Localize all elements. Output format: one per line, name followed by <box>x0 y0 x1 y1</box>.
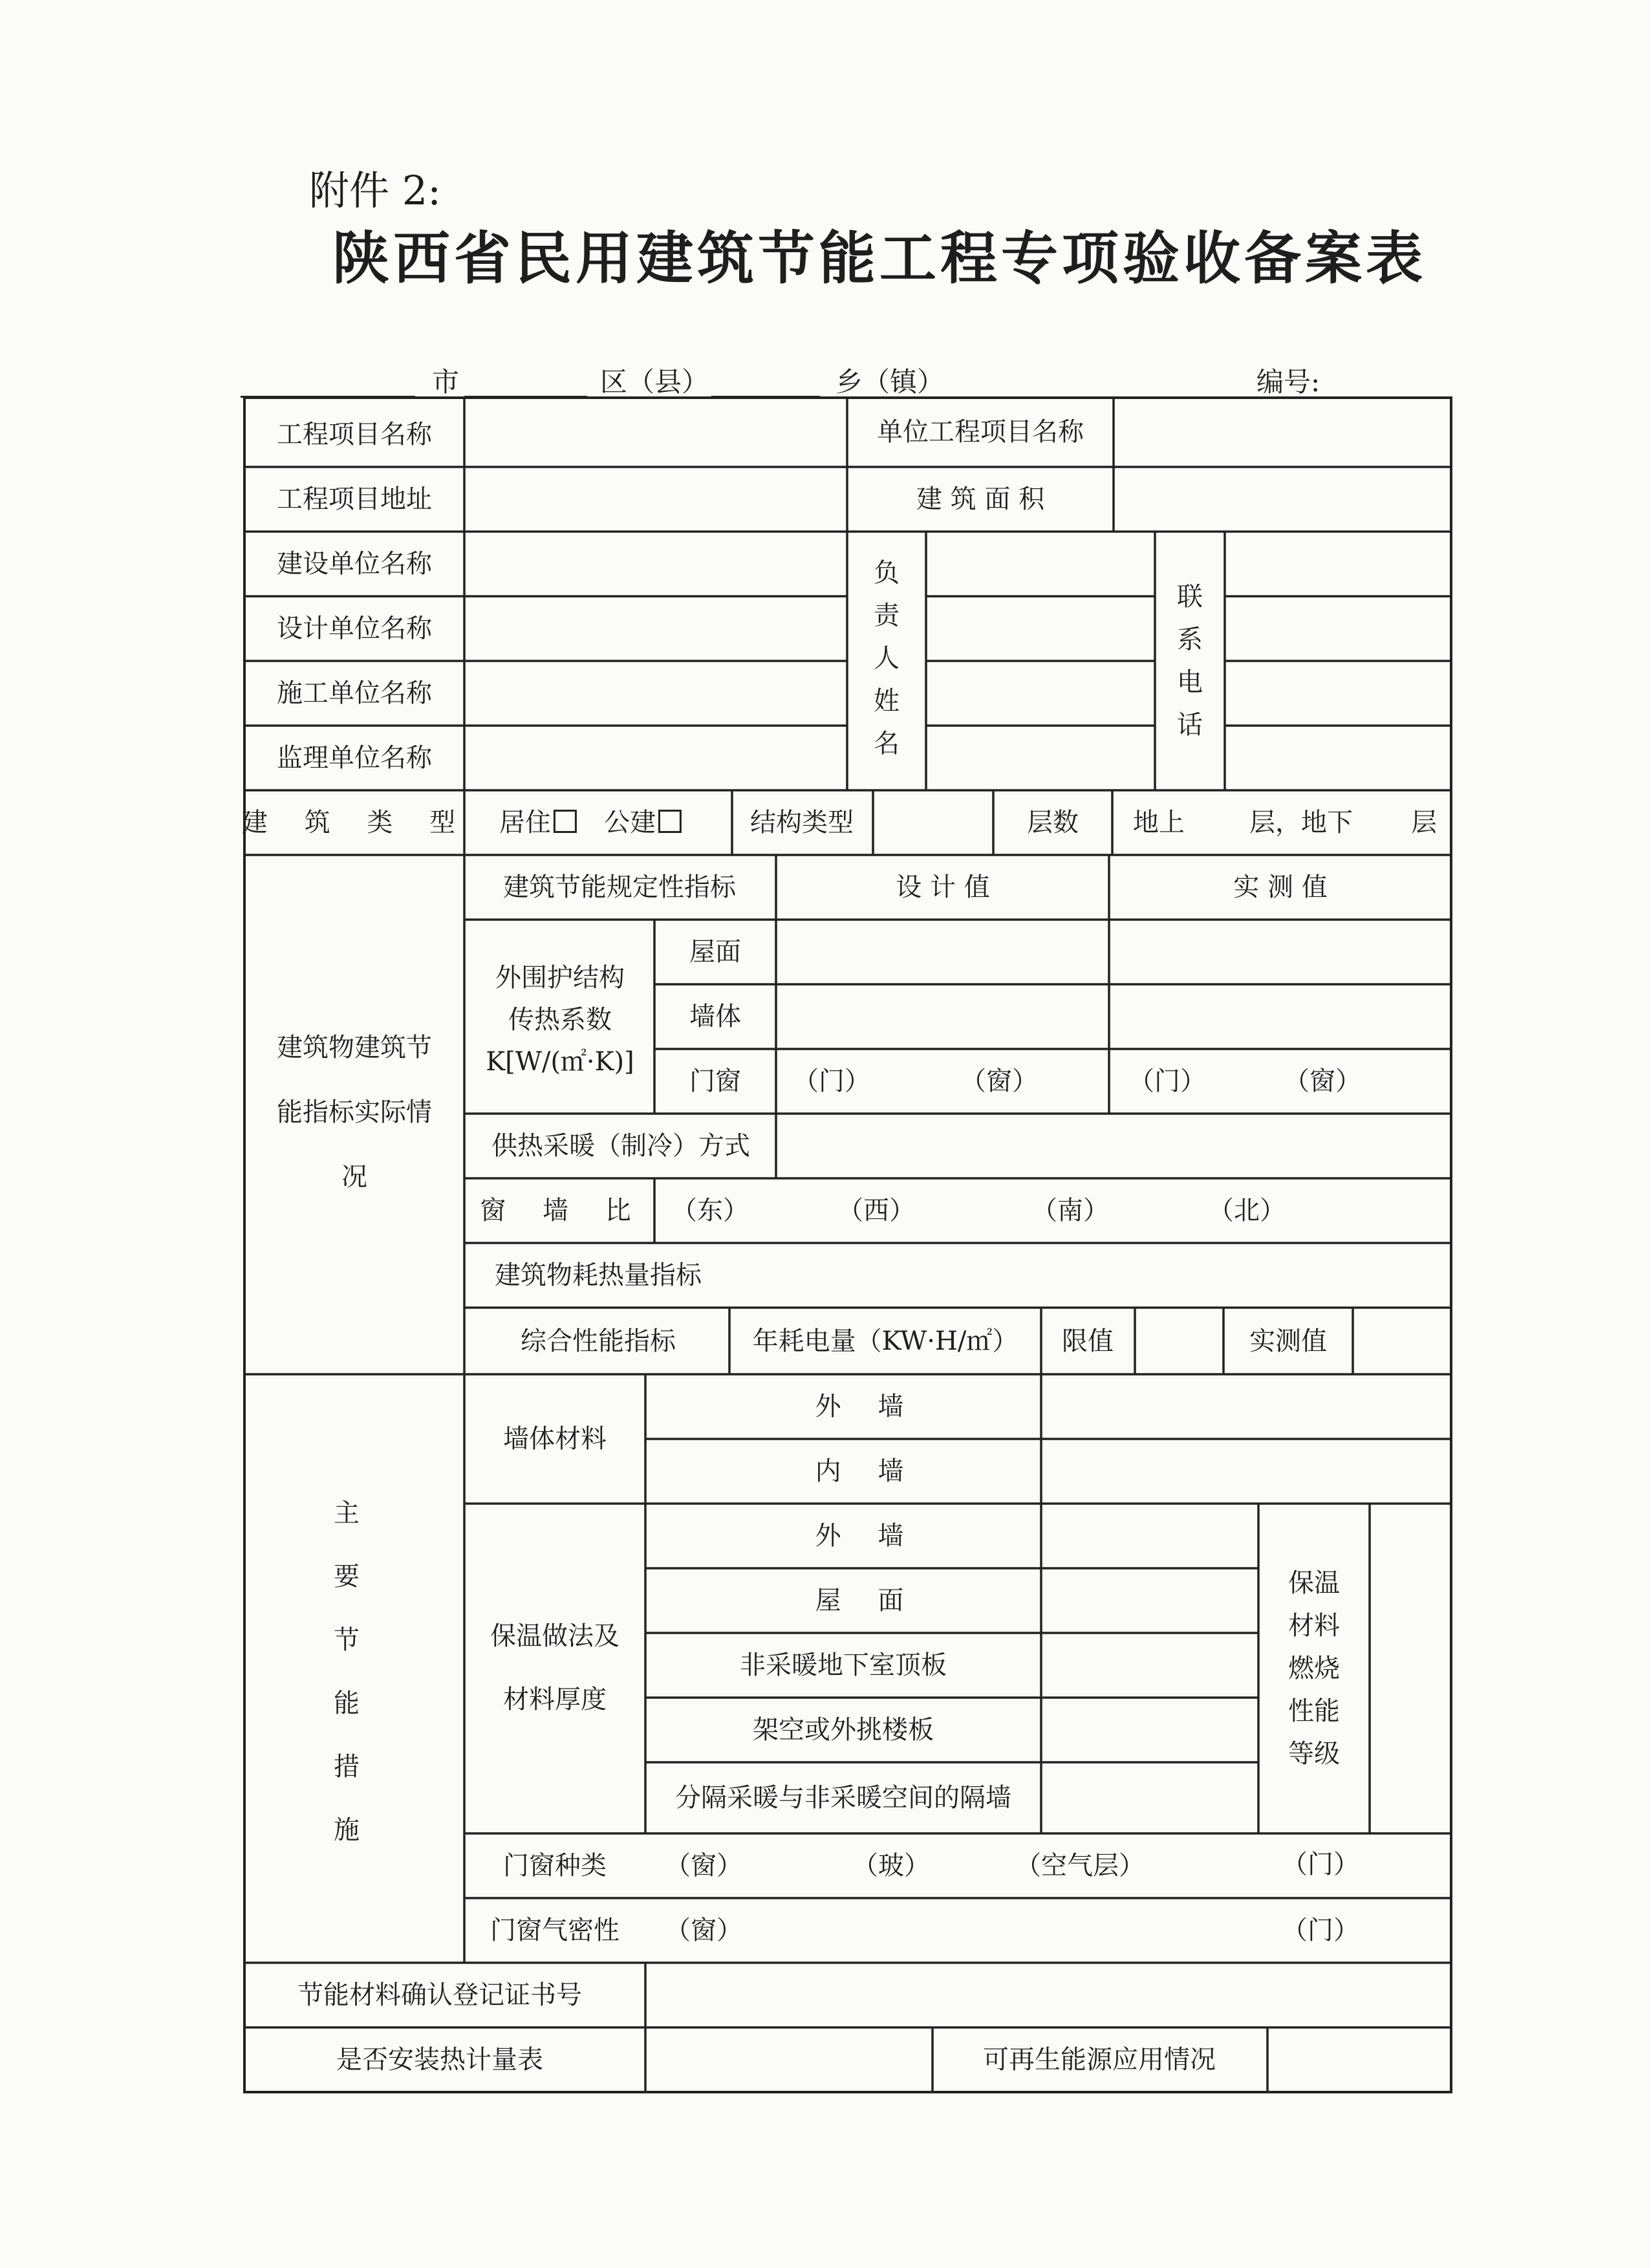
floor-area-label: 建 筑 面 积 <box>916 484 1045 514</box>
insulation-outer-wall-label: 外 墙 <box>815 1521 918 1551</box>
constructor-label: 施工单位名称 <box>277 678 432 708</box>
measures-section-label: 主要节能措施 <box>334 1498 360 1845</box>
performance-label: 综合性能指标 <box>521 1326 676 1356</box>
west-label: （西） <box>837 1196 915 1226</box>
type-window-label: （窗） <box>665 1851 742 1881</box>
airtightness-label: 门窗气密性 <box>490 1916 620 1945</box>
heating-method-label: 供热采暖（制冷）方式 <box>491 1131 750 1161</box>
east-label: （东） <box>671 1196 749 1226</box>
partition-wall-label: 分隔采暖与非采暖空间的隔墙 <box>675 1783 1011 1813</box>
type-door-label: （门） <box>1282 1850 1359 1879</box>
floor-unit-label-2: 层 <box>1411 808 1437 837</box>
design-window-label: （窗） <box>960 1066 1038 1096</box>
attachment-label: 附件 2: <box>309 167 442 214</box>
material-cert-no-label: 节能材料确认登记证书号 <box>297 1980 582 2010</box>
residential-checkbox[interactable] <box>554 810 577 833</box>
person-in-charge-label: 负责人姓名 <box>874 558 900 759</box>
wall-material-label: 墙体材料 <box>503 1424 607 1454</box>
structure-type-label: 结构类型 <box>750 808 854 837</box>
measured-value-label: 实 测 值 <box>1233 872 1328 902</box>
roof-label: 屋面 <box>689 937 741 967</box>
residential-label: 居住 <box>499 808 551 837</box>
north-label: （北） <box>1208 1196 1286 1226</box>
overhang-floor-label: 架空或外挑楼板 <box>753 1715 934 1745</box>
heat-consumption-label: 建筑物耗热量指标 <box>495 1260 702 1290</box>
public-checkbox[interactable] <box>658 810 682 833</box>
outer-wall-label: 外 墙 <box>815 1392 918 1421</box>
measured-label: 实测值 <box>1249 1326 1327 1356</box>
heat-meter-label: 是否安装热计量表 <box>336 2045 543 2075</box>
design-door-label: （门） <box>793 1066 870 1096</box>
type-air-layer-label: （空气层） <box>1015 1851 1145 1881</box>
project-address-label: 工程项目地址 <box>277 484 432 514</box>
builder-label: 建设单位名称 <box>277 549 432 579</box>
town-label: 乡（镇） <box>835 366 945 398</box>
wall-label: 墙体 <box>689 1002 741 1031</box>
envelope-unit-label: K[W/(㎡·K)] <box>486 1047 634 1077</box>
public-label: 公建 <box>604 808 656 837</box>
fire-rating-label: 保温材料燃烧性能等级 <box>1288 1568 1340 1769</box>
airtightness-door-label: （门） <box>1282 1916 1359 1945</box>
serial-no-label: 编号: <box>1256 366 1320 398</box>
type-glass-label: （玻） <box>852 1851 930 1881</box>
inner-wall-label: 内 墙 <box>815 1456 918 1486</box>
supervisor-label: 监理单位名称 <box>277 743 432 773</box>
contact-phone-label: 联系电话 <box>1177 582 1203 740</box>
design-value-label: 设 计 值 <box>896 872 990 902</box>
floors-label: 层数 <box>1027 808 1079 837</box>
airtightness-window-label: （窗） <box>665 1916 742 1945</box>
indicators-section-label: 建筑物建筑节能指标实际情况 <box>277 1033 432 1192</box>
project-name-label: 工程项目名称 <box>277 420 432 449</box>
above-ground-label: 地上 <box>1133 808 1185 837</box>
south-label: （南） <box>1031 1196 1109 1226</box>
page-title: 陕西省民用建筑节能工程专项验收备案表 <box>332 225 1427 292</box>
measured-door-label: （门） <box>1128 1066 1206 1096</box>
prescriptive-label: 建筑节能规定性指标 <box>503 872 736 902</box>
building-type-label: 建 筑 类 型 <box>241 808 470 837</box>
door-window-type-label: 门窗种类 <box>503 1851 607 1881</box>
annual-power-label: 年耗电量（KW·H/㎡） <box>752 1326 1018 1356</box>
district-label: 区（县） <box>600 366 709 398</box>
window-wall-ratio-label: 窗 墙 比 <box>480 1196 645 1226</box>
insulation-label-line1: 保温做法及 <box>490 1621 620 1651</box>
floor-unit-label-1: 层，地下 <box>1249 808 1353 837</box>
designer-label: 设计单位名称 <box>277 614 432 643</box>
door-window-label: 门窗 <box>689 1066 741 1096</box>
envelope-label-line2: 传热系数 <box>508 1005 612 1035</box>
insulation-roof-label: 屋 面 <box>815 1586 918 1615</box>
measured-window-label: （窗） <box>1284 1066 1361 1096</box>
envelope-label-line1: 外围护结构 <box>495 963 625 993</box>
unit-project-name-label: 单位工程项目名称 <box>877 417 1084 447</box>
limit-label: 限值 <box>1062 1326 1114 1356</box>
basement-ceiling-label: 非采暖地下室顶板 <box>740 1650 947 1680</box>
building-type-options <box>499 807 684 838</box>
renewable-energy-label: 可再生能源应用情况 <box>983 2045 1216 2075</box>
insulation-label-line2: 材料厚度 <box>503 1685 607 1714</box>
city-label: 市 <box>432 366 460 398</box>
